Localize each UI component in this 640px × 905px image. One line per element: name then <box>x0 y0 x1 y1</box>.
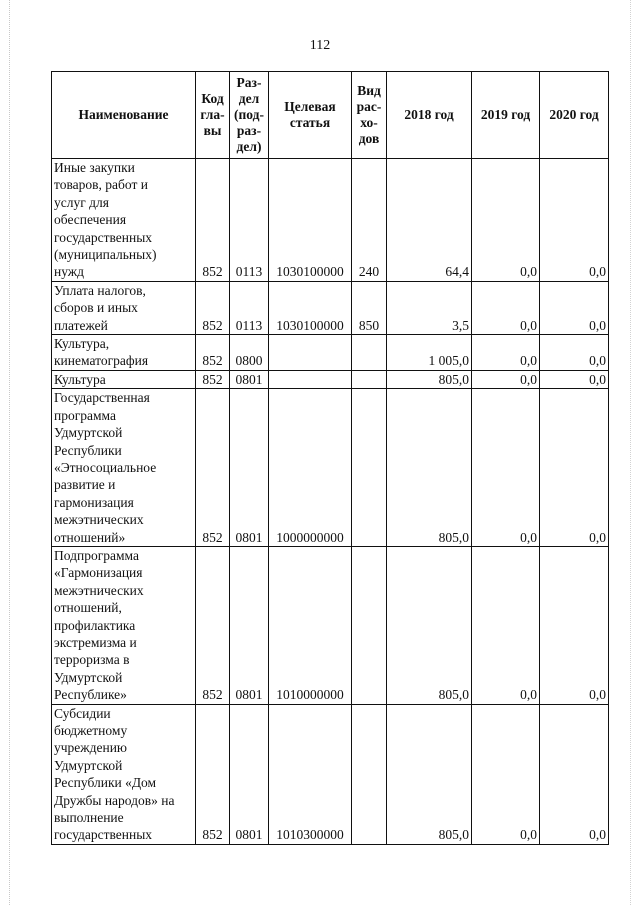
cell-2020: 0,0 <box>540 335 609 371</box>
cell-section: 0800 <box>230 335 269 371</box>
table-row <box>52 335 609 371</box>
cell-2019: 0,0 <box>472 281 540 334</box>
cell-section: 0801 <box>230 704 269 844</box>
cell-section: 0801 <box>230 546 269 704</box>
cell-expense-type <box>352 370 387 388</box>
cell-2020: 0,0 <box>540 159 609 282</box>
budget-table <box>51 71 609 845</box>
cell-code: 852 <box>196 370 230 388</box>
cell-name: Культура, кинематография <box>52 335 196 371</box>
cell-code: 852 <box>196 281 230 334</box>
cell-2020: 0,0 <box>540 389 609 547</box>
cell-2019: 0,0 <box>472 159 540 282</box>
cell-target <box>269 370 352 388</box>
cell-2020: 0,0 <box>540 281 609 334</box>
cell-2018: 3,5 <box>387 281 472 334</box>
scan-edge-left <box>9 0 11 905</box>
cell-section: 0801 <box>230 370 269 388</box>
cell-target: 1000000000 <box>269 389 352 547</box>
cell-section: 0801 <box>230 389 269 547</box>
cell-2020: 0,0 <box>540 370 609 388</box>
header-expense-type: Вид рас- хо- дов <box>352 72 387 159</box>
cell-expense-type <box>352 546 387 704</box>
header-target: Целевая статья <box>269 72 352 159</box>
cell-target: 1030100000 <box>269 159 352 282</box>
cell-target: 1010000000 <box>269 546 352 704</box>
cell-2020: 0,0 <box>540 704 609 844</box>
cell-2018: 805,0 <box>387 546 472 704</box>
cell-code: 852 <box>196 335 230 371</box>
cell-code: 852 <box>196 159 230 282</box>
cell-expense-type: 240 <box>352 159 387 282</box>
cell-name: Уплата налогов, сборов и иных платежей <box>52 281 196 334</box>
cell-expense-type <box>352 335 387 371</box>
cell-2018: 805,0 <box>387 370 472 388</box>
cell-code: 852 <box>196 704 230 844</box>
cell-code: 852 <box>196 546 230 704</box>
cell-code: 852 <box>196 389 230 547</box>
cell-expense-type <box>352 704 387 844</box>
cell-name: Подпрограмма «Гармонизация межэтнических отношений, профилактика экстремизма и терроризма в Удмуртской Республике» <box>52 546 196 704</box>
table-row <box>52 389 609 547</box>
cell-2019: 0,0 <box>472 546 540 704</box>
cell-name: Государственная программа Удмуртской Республики «Этносоциальное развитие и гармонизация межэтнических отношений» <box>52 389 196 547</box>
header-2018: 2018 год <box>387 72 472 159</box>
table-row <box>52 546 609 704</box>
cell-name: Культура <box>52 370 196 388</box>
header-name: Наименование <box>52 72 196 159</box>
cell-2019: 0,0 <box>472 389 540 547</box>
cell-target: 1010300000 <box>269 704 352 844</box>
cell-2018: 1 005,0 <box>387 335 472 371</box>
cell-section: 0113 <box>230 281 269 334</box>
cell-2018: 64,4 <box>387 159 472 282</box>
cell-section: 0113 <box>230 159 269 282</box>
cell-expense-type <box>352 389 387 547</box>
cell-target: 1030100000 <box>269 281 352 334</box>
header-2019: 2019 год <box>472 72 540 159</box>
cell-expense-type: 850 <box>352 281 387 334</box>
header-section: Раз- дел (под- раз- дел) <box>230 72 269 159</box>
header-code: Код гла- вы <box>196 72 230 159</box>
cell-name: Иные закупки товаров, работ и услуг для обеспечения государственных (муниципальных) нужд <box>52 159 196 282</box>
table-row <box>52 159 609 282</box>
table-row <box>52 370 609 388</box>
cell-name: Субсидии бюджетному учреждению Удмуртской Республики «Дом Дружбы народов» на выполнение государственных <box>52 704 196 844</box>
cell-2019: 0,0 <box>472 370 540 388</box>
page-number: 112 <box>309 38 331 53</box>
scan-edge-right <box>630 0 632 905</box>
table-header-row <box>52 72 609 159</box>
cell-2018: 805,0 <box>387 704 472 844</box>
header-2020: 2020 год <box>540 72 609 159</box>
cell-2019: 0,0 <box>472 704 540 844</box>
cell-2018: 805,0 <box>387 389 472 547</box>
table-row <box>52 281 609 334</box>
cell-target <box>269 335 352 371</box>
cell-2020: 0,0 <box>540 546 609 704</box>
cell-2019: 0,0 <box>472 335 540 371</box>
table-row <box>52 704 609 844</box>
